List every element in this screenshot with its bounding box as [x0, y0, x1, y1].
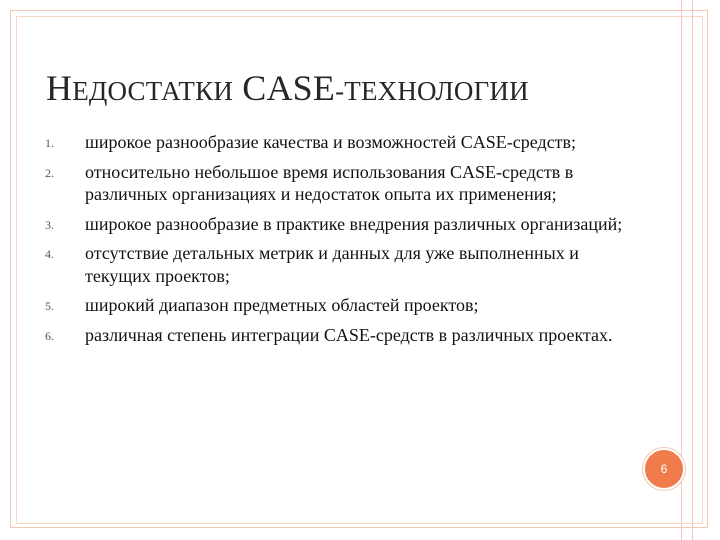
title-initial: Н — [46, 68, 73, 108]
list-item — [45, 242, 625, 287]
drawbacks-list — [45, 131, 625, 353]
list-item-number: 6. — [45, 328, 54, 343]
list-item — [45, 161, 625, 206]
title-word-case: CASE — [242, 68, 336, 108]
page-number-badge: 6 — [643, 448, 685, 490]
list-item-number: 5. — [45, 299, 54, 313]
list-item-text: широкое разнообразие в практике внедрения различных организаций; — [85, 213, 623, 234]
list-item-text: относительно небольшое время использования CASE-средств в различных организациях и недостаток опыта их применения; — [85, 161, 574, 204]
list-item-text: широкий диапазон предметных областей проектов; — [85, 295, 479, 315]
list-item-number: 1. — [45, 136, 54, 150]
title-word-2: -ТЕХНОЛОГИИ — [335, 76, 529, 106]
list-item — [45, 131, 625, 154]
slide-title — [46, 66, 529, 113]
list-item-number: 4. — [45, 247, 54, 261]
list-item — [45, 294, 625, 317]
list-item-text: различная степень интеграции CASE-средств в различных проектах. — [85, 324, 613, 345]
list-item-number: 3. — [45, 217, 54, 232]
list-item-text: отсутствие детальных метрик и данных для уже выполненных и текущих проектов; — [85, 243, 579, 286]
list-item-number: 2. — [45, 165, 54, 180]
list-item — [45, 324, 625, 347]
title-word-1: ЕДОСТАТКИ — [72, 76, 234, 106]
list-item — [45, 213, 625, 236]
list-item-text: широкое разнообразие качества и возможностей CASE-средств; — [85, 132, 577, 152]
